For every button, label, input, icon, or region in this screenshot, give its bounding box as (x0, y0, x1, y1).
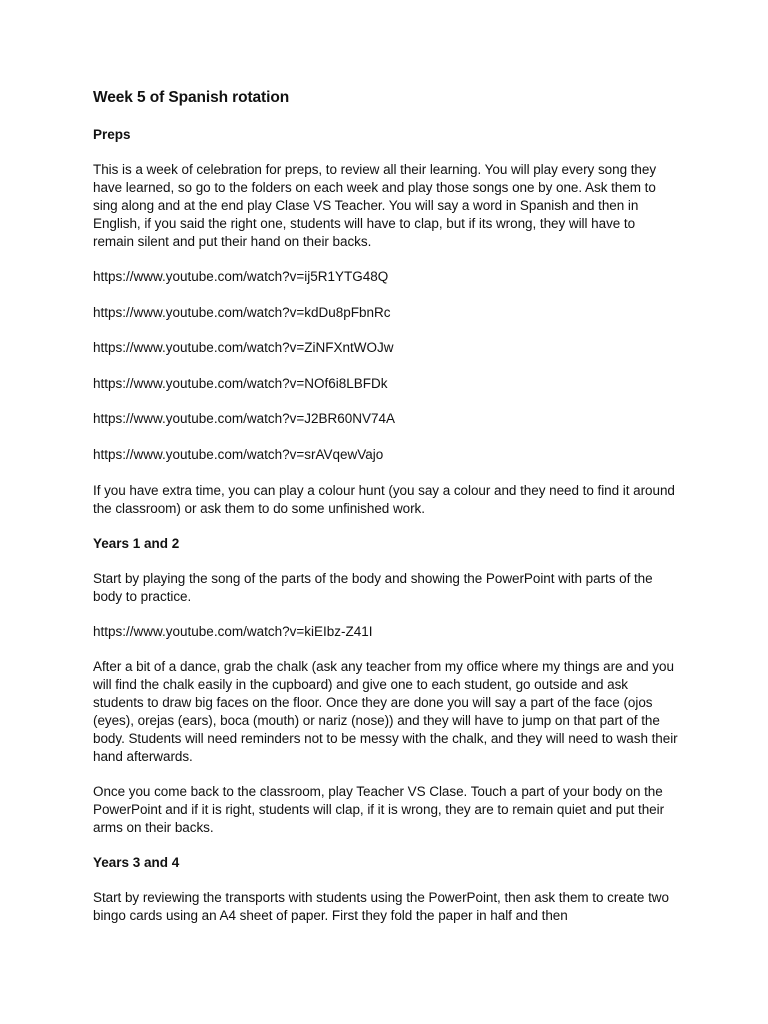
years-3-4-intro-paragraph: Start by reviewing the transports with students using the PowerPoint, then ask them to create two bingo cards using an A4 sheet of paper. First they fold the paper in half and then (93, 890, 669, 924)
document-title: Week 5 of Spanish rotation (93, 89, 290, 106)
youtube-link-5[interactable]: https://www.youtube.com/watch?v=J2BR60NV74A (93, 411, 396, 427)
youtube-link-3[interactable]: https://www.youtube.com/watch?v=ZiNFXntWOJw (93, 340, 394, 356)
section-heading-preps: Preps (93, 127, 131, 142)
youtube-link-2[interactable]: https://www.youtube.com/watch?v=kdDu8pFbnRc (93, 304, 391, 320)
section-heading-years-3-4: Years 3 and 4 (93, 855, 180, 871)
youtube-link-6[interactable]: https://www.youtube.com/watch?v=srAVqewVajo (93, 446, 384, 462)
preps-extra-paragraph: If you have extra time, you can play a colour hunt (you say a colour and they need to find it around the classroom) or ask them to do some unfinished work. (93, 482, 675, 516)
youtube-link-4[interactable]: https://www.youtube.com/watch?v=NOf6i8LBFDk (93, 375, 388, 391)
youtube-link-body-parts[interactable]: https://www.youtube.com/watch?v=kiEIbz-Z41I (93, 623, 373, 639)
years-1-2-closing-paragraph: Once you come back to the classroom, play Teacher VS Clase. Touch a part of your body on the PowerPoint and if it is right, students will clap, if it is wrong, they are to remain quiet and put their arms on their backs. (93, 784, 665, 836)
youtube-link-1[interactable]: https://www.youtube.com/watch?v=ij5R1YTG48Q (93, 269, 389, 284)
years-1-2-intro-paragraph: Start by playing the song of the parts of the body and showing the PowerPoint with parts of the body to practice. (93, 570, 653, 604)
preps-intro-paragraph: This is a week of celebration for preps, to review all their learning. You will play every song they have learned, so go to the folders on each week and play those songs one by one. Ask them to sing along and at the end play Clase VS Teacher. You will say a word in Spanish and then in English, if you said the right one, students will have to clap, but if its wrong, they will have to remain silent and put their hand on their backs. (93, 162, 657, 249)
years-1-2-activity-paragraph: After a bit of a dance, grab the chalk (ask any teacher from my office where my things are and you will find the chalk easily in the cupboard) and give one to each student, go outside and ask students to draw big faces on the floor. Once they are done you will say a part of the face (ojos (eyes), orejas (ears), boca (mouth) or nariz (nose)) and they will have to jump on that part of the body. Students will need reminders not to be messy with the chalk, and they will need to wash their hand afterwards. (93, 659, 678, 765)
section-heading-years-1-2: Years 1 and 2 (93, 535, 180, 551)
